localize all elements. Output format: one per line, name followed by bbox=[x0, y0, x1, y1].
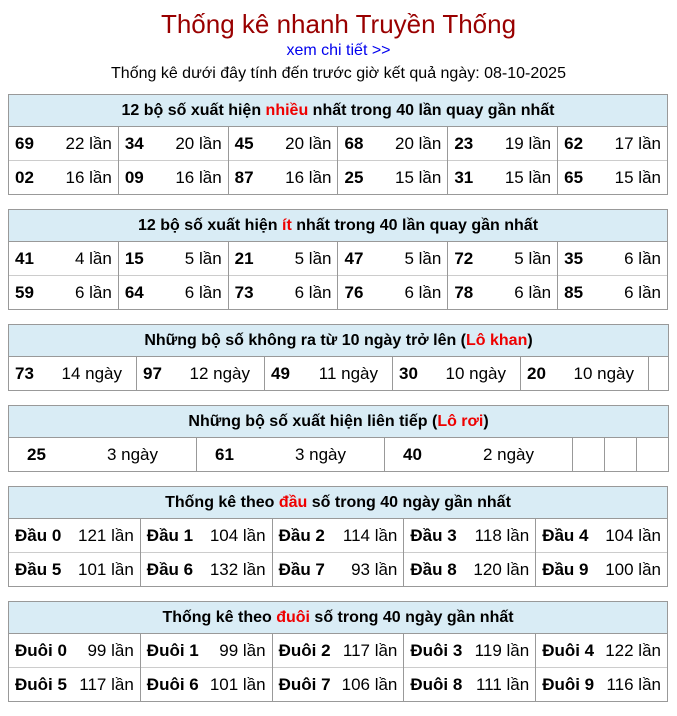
duoi-cell bbox=[9, 634, 141, 668]
least-title: 12 bộ số xuất hiện ít nhất trong 40 lần quay gần nhất bbox=[9, 210, 668, 242]
dau-table bbox=[8, 486, 668, 587]
most-cell-key: 87 bbox=[234, 167, 254, 187]
duoi-cell bbox=[404, 634, 536, 668]
dau-cell-key: Đầu 1 bbox=[146, 525, 194, 545]
most-cell-key: 69 bbox=[15, 133, 34, 153]
duoi-cell-count: 99 lần bbox=[87, 640, 134, 660]
khan-cell bbox=[137, 357, 265, 391]
duoi-cell bbox=[272, 634, 404, 668]
dau-cell bbox=[9, 553, 141, 587]
khan-cell-key: 73 bbox=[15, 363, 34, 383]
khan-cell bbox=[265, 357, 393, 391]
most-cell bbox=[9, 161, 119, 195]
khan-cell-count: 11 ngày bbox=[318, 363, 378, 383]
roi-title: Những bộ số xuất hiện liên tiếp (Lô rơi) bbox=[9, 406, 669, 438]
most-cell-key: 68 bbox=[344, 133, 364, 153]
duoi-cell-key: Đuôi 5 bbox=[15, 674, 67, 694]
most-cell-count: 17 lần bbox=[614, 133, 661, 153]
most-cell-key: 45 bbox=[234, 133, 254, 153]
least-cell bbox=[118, 276, 228, 310]
duoi-cell-key: Đuôi 8 bbox=[410, 674, 463, 694]
least-cell-count: 6 lần bbox=[624, 282, 661, 302]
duoi-cell-key: Đuôi 3 bbox=[410, 640, 463, 660]
duoi-cell-key: Đuôi 1 bbox=[146, 640, 199, 660]
duoi-cell bbox=[536, 634, 668, 668]
khan-cell-count: 12 ngày bbox=[189, 363, 250, 383]
table-row bbox=[9, 357, 669, 391]
most-cell-count: 16 lần bbox=[285, 167, 332, 187]
least-cell-count: 5 lần bbox=[514, 248, 552, 268]
dau-cell-count: 121 lần bbox=[78, 525, 134, 545]
most-cell-key: 34 bbox=[124, 133, 144, 153]
duoi-cell-count: 117 lần bbox=[342, 640, 398, 660]
most-cell-count: 20 lần bbox=[394, 133, 442, 153]
most-cell-count: 20 lần bbox=[175, 133, 222, 153]
duoi-cell-key: Đuôi 4 bbox=[542, 640, 595, 660]
most-cell-count: 16 lần bbox=[65, 167, 112, 187]
roi-cell bbox=[197, 438, 385, 472]
dau-cell bbox=[404, 553, 536, 587]
least-cell-count: 5 lần bbox=[294, 248, 332, 268]
least-cell bbox=[9, 276, 119, 310]
duoi-cell-key: Đuôi 2 bbox=[278, 640, 331, 660]
dau-cell-count: 101 lần bbox=[78, 559, 134, 579]
least-cell-count: 6 lần bbox=[404, 282, 442, 302]
dau-cell bbox=[140, 519, 272, 553]
dau-cell bbox=[536, 519, 668, 553]
empty-cell bbox=[573, 438, 605, 472]
least-cell-key: 85 bbox=[564, 282, 584, 302]
most-cell-key: 31 bbox=[454, 167, 474, 187]
roi-cell-key: 61 bbox=[215, 444, 234, 464]
least-cell-key: 15 bbox=[124, 248, 144, 268]
duoi-table bbox=[8, 601, 668, 702]
roi-cell-key: 25 bbox=[27, 444, 46, 464]
dau-cell-count: 132 lần bbox=[209, 559, 266, 579]
most-cell bbox=[338, 161, 448, 195]
least-cell-key: 47 bbox=[344, 248, 364, 268]
khan-table bbox=[8, 324, 669, 391]
dau-cell-count: 104 lần bbox=[605, 525, 661, 545]
duoi-cell bbox=[140, 634, 272, 668]
duoi-cell-count: 122 lần bbox=[605, 640, 661, 660]
most-cell bbox=[118, 161, 228, 195]
dau-cell-key: Đầu 3 bbox=[410, 525, 457, 545]
duoi-cell bbox=[536, 668, 668, 702]
dau-cell-count: 104 lần bbox=[209, 525, 266, 545]
duoi-cell-key: Đuôi 7 bbox=[278, 674, 331, 694]
least-cell-key: 72 bbox=[454, 248, 474, 268]
subtitle: Thống kê dưới đây tính đến trước giờ kết quả ngày: 08-10-2025 bbox=[111, 65, 566, 82]
roi-cell-count: 3 ngày bbox=[294, 444, 346, 464]
most-cell-count: 15 lần bbox=[394, 167, 442, 187]
most-cell-key: 02 bbox=[15, 167, 34, 187]
duoi-cell bbox=[140, 668, 272, 702]
empty-cell bbox=[637, 438, 669, 472]
least-cell-count: 4 lần bbox=[74, 248, 112, 268]
roi-cell-count: 2 ngày bbox=[482, 444, 534, 464]
dau-cell bbox=[404, 519, 536, 553]
least-cell-key: 21 bbox=[234, 248, 254, 268]
most-cell-count: 15 lần bbox=[614, 167, 661, 187]
dau-cell bbox=[272, 553, 404, 587]
khan-cell-count: 10 ngày bbox=[445, 363, 506, 383]
least-cell-key: 78 bbox=[454, 282, 474, 302]
khan-cell bbox=[521, 357, 649, 391]
duoi-cell bbox=[272, 668, 404, 702]
duoi-cell-count: 116 lần bbox=[606, 674, 661, 694]
most-cell bbox=[118, 127, 228, 161]
most-cell-key: 62 bbox=[564, 133, 584, 153]
khan-cell bbox=[393, 357, 521, 391]
table-row bbox=[9, 161, 668, 195]
dau-cell-key: Đầu 0 bbox=[15, 525, 62, 545]
duoi-cell-count: 111 lần bbox=[475, 674, 530, 694]
view-details-link[interactable]: xem chi tiết >> bbox=[286, 42, 391, 59]
dau-cell-count: 100 lần bbox=[605, 559, 661, 579]
duoi-cell-count: 106 lần bbox=[341, 674, 398, 694]
dau-cell bbox=[140, 553, 272, 587]
khan-cell-key: 49 bbox=[271, 363, 290, 383]
most-cell-count: 19 lần bbox=[504, 133, 552, 153]
table-row bbox=[9, 634, 668, 668]
most-cell-count: 16 lần bbox=[175, 167, 222, 187]
roi-cell-count: 3 ngày bbox=[106, 444, 158, 464]
dau-cell-key: Đầu 9 bbox=[542, 559, 589, 579]
least-cell-key: 41 bbox=[15, 248, 34, 268]
least-cell bbox=[9, 242, 119, 276]
least-cell-count: 6 lần bbox=[624, 248, 661, 268]
empty-cell bbox=[605, 438, 637, 472]
roi-cell-key: 40 bbox=[403, 444, 422, 464]
most-cell bbox=[228, 127, 338, 161]
least-cell bbox=[558, 242, 668, 276]
least-cell-key: 64 bbox=[124, 282, 144, 302]
least-cell-count: 5 lần bbox=[184, 248, 222, 268]
dau-cell-count: 114 lần bbox=[342, 525, 398, 545]
most-table bbox=[8, 94, 668, 195]
duoi-cell-key: Đuôi 9 bbox=[542, 674, 595, 694]
most-cell-key: 65 bbox=[564, 167, 584, 187]
duoi-cell bbox=[9, 668, 141, 702]
most-cell-count: 15 lần bbox=[504, 167, 552, 187]
page-header bbox=[0, 0, 677, 86]
table-row bbox=[9, 553, 668, 587]
most-cell-key: 09 bbox=[124, 167, 144, 187]
most-cell bbox=[448, 161, 558, 195]
duoi-cell-count: 119 lần bbox=[474, 640, 530, 660]
least-cell-key: 73 bbox=[234, 282, 254, 302]
least-cell bbox=[118, 242, 228, 276]
most-cell bbox=[558, 161, 668, 195]
least-cell-count: 5 lần bbox=[404, 248, 442, 268]
dau-cell-key: Đầu 8 bbox=[410, 559, 457, 579]
least-table bbox=[8, 209, 668, 310]
dau-cell-count: 120 lần bbox=[473, 559, 530, 579]
least-cell bbox=[338, 276, 448, 310]
duoi-cell bbox=[404, 668, 536, 702]
dau-cell bbox=[9, 519, 141, 553]
table-row bbox=[9, 438, 669, 472]
duoi-cell-key: Đuôi 0 bbox=[15, 640, 67, 660]
khan-cell-count: 10 ngày bbox=[573, 363, 634, 383]
empty-cell bbox=[649, 357, 669, 391]
duoi-cell-count: 101 lần bbox=[209, 674, 266, 694]
least-cell-key: 59 bbox=[15, 282, 34, 302]
table-row bbox=[9, 127, 668, 161]
khan-cell bbox=[9, 357, 137, 391]
dau-cell-count: 118 lần bbox=[474, 525, 530, 545]
least-cell bbox=[228, 242, 338, 276]
roi-table bbox=[8, 405, 669, 472]
least-cell-key: 76 bbox=[344, 282, 364, 302]
most-cell-count: 22 lần bbox=[65, 133, 112, 153]
dau-cell-key: Đầu 2 bbox=[278, 525, 325, 545]
roi-cell bbox=[9, 438, 197, 472]
most-cell-count: 20 lần bbox=[285, 133, 332, 153]
most-cell bbox=[228, 161, 338, 195]
page-title: Thống kê nhanh Truyền Thống bbox=[160, 9, 517, 39]
khan-cell-key: 20 bbox=[527, 363, 546, 383]
duoi-cell-key: Đuôi 6 bbox=[146, 674, 199, 694]
khan-title: Những bộ số không ra từ 10 ngày trở lên (Lô khan) bbox=[9, 325, 669, 357]
least-cell bbox=[558, 276, 668, 310]
least-cell-count: 6 lần bbox=[514, 282, 552, 302]
dau-cell-key: Đầu 4 bbox=[542, 525, 589, 545]
most-cell bbox=[9, 127, 119, 161]
khan-cell-count: 14 ngày bbox=[61, 363, 122, 383]
least-cell-count: 6 lần bbox=[74, 282, 112, 302]
most-cell bbox=[448, 127, 558, 161]
most-title: 12 bộ số xuất hiện nhiều nhất trong 40 lần quay gần nhất bbox=[9, 95, 668, 127]
duoi-cell-count: 117 lần bbox=[79, 674, 134, 694]
duoi-title: Thống kê theo đuôi số trong 40 ngày gần nhất bbox=[9, 602, 668, 634]
most-cell bbox=[338, 127, 448, 161]
khan-cell-key: 97 bbox=[143, 363, 162, 383]
least-cell-count: 6 lần bbox=[184, 282, 222, 302]
duoi-cell-count: 99 lần bbox=[219, 640, 266, 660]
dau-cell-count: 93 lần bbox=[351, 559, 398, 579]
dau-cell bbox=[272, 519, 404, 553]
table-row bbox=[9, 519, 668, 553]
least-cell-key: 35 bbox=[564, 248, 584, 268]
most-cell-key: 25 bbox=[344, 167, 364, 187]
least-cell bbox=[338, 242, 448, 276]
most-cell bbox=[558, 127, 668, 161]
roi-cell bbox=[385, 438, 573, 472]
table-row bbox=[9, 668, 668, 702]
table-row bbox=[9, 276, 668, 310]
least-cell-count: 6 lần bbox=[294, 282, 332, 302]
dau-cell-key: Đầu 6 bbox=[146, 559, 194, 579]
least-cell bbox=[448, 242, 558, 276]
table-row bbox=[9, 242, 668, 276]
khan-cell-key: 30 bbox=[399, 363, 418, 383]
dau-cell bbox=[536, 553, 668, 587]
least-cell bbox=[228, 276, 338, 310]
dau-title: Thống kê theo đầu số trong 40 ngày gần nhất bbox=[9, 487, 668, 519]
dau-cell-key: Đầu 7 bbox=[278, 559, 325, 579]
most-cell-key: 23 bbox=[454, 133, 474, 153]
dau-cell-key: Đầu 5 bbox=[15, 559, 62, 579]
least-cell bbox=[448, 276, 558, 310]
